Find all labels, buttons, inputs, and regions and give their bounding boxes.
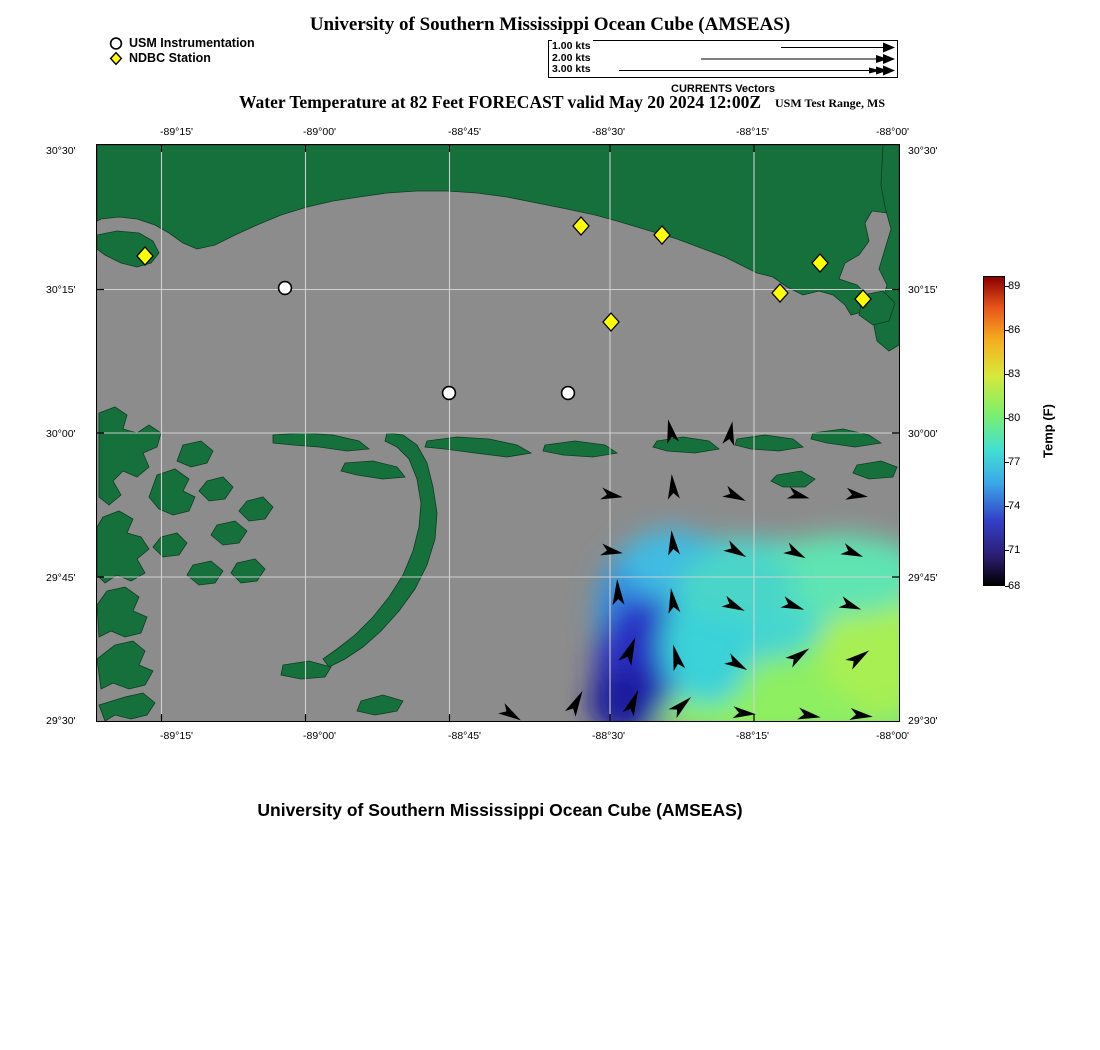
page-title: University of Southern Mississippi Ocean Cube (AMSEAS) [309, 14, 791, 35]
map-graphic [97, 145, 899, 721]
legend-label-usm: USM Instrumentation [129, 36, 255, 50]
x-tick-label-1-bottom: -89°15' [160, 730, 194, 742]
colorbar-tick-71: 71 [1008, 544, 1021, 556]
y-tick-label-bottom-left: 29°30' [46, 715, 76, 727]
y-tick-label-4-right: 29°45' [908, 572, 938, 584]
x-tick-label-4-bottom: -88°30' [592, 730, 626, 742]
legend-label-ndbc: NDBC Station [129, 51, 211, 65]
marker-legend [108, 36, 255, 66]
x-tick-label-2-bottom: -89°00' [303, 730, 337, 742]
map-layers [97, 145, 899, 721]
x-tick-label-2-top: -89°00' [303, 126, 337, 138]
temperature-colorbar [983, 276, 1005, 586]
x-tick-label-6-bottom: -88°00' [876, 730, 910, 742]
usm-instrument-marker [279, 282, 292, 295]
vector-key-label-2kt: 2.00 kts [552, 51, 591, 64]
x-tick-label-3-bottom: -88°45' [448, 730, 482, 742]
y-tick-label-bottom-right: 29°30' [908, 715, 938, 727]
y-tick-label-top-left: 30°30' [46, 145, 76, 157]
footer-title: University of Southern Mississippi Ocean Cube (AMSEAS) [257, 800, 743, 820]
map-canvas[interactable] [96, 144, 900, 722]
usm-instrument-marker [443, 387, 456, 400]
y-tick-label-2-left: 30°15' [46, 284, 76, 296]
y-tick-label-3-left: 30°00' [46, 428, 76, 440]
colorbar-tick-83: 83 [1008, 368, 1021, 380]
diamond-marker-icon [108, 51, 124, 66]
map-subtitle: Water Temperature at 82 Feet FORECAST valid May 20 2024 12:00Z [238, 92, 762, 112]
legend-item-ndbc [108, 51, 255, 66]
legend-item-usm [108, 36, 255, 51]
circle-marker-icon [108, 36, 124, 51]
usm-instrument-marker [562, 387, 575, 400]
y-tick-label-4-left: 29°45' [46, 572, 76, 584]
colorbar-tick-74: 74 [1008, 500, 1021, 512]
colorbar-tick-86: 86 [1008, 324, 1021, 336]
x-tick-label-5-top: -88°15' [736, 126, 770, 138]
currents-vector-key [548, 40, 898, 78]
y-tick-label-2-right: 30°15' [908, 284, 938, 296]
y-tick-label-top-right: 30°30' [908, 145, 938, 157]
x-tick-label-4-top: -88°30' [592, 126, 626, 138]
x-tick-label-5-bottom: -88°15' [736, 730, 770, 742]
test-range-label: USM Test Range, MS [775, 96, 886, 110]
x-tick-label-3-top: -88°45' [448, 126, 482, 138]
temperature-field [589, 529, 899, 721]
x-tick-label-1-top: -89°15' [160, 126, 194, 138]
x-tick-label-6-top: -88°00' [876, 126, 910, 138]
vector-key-label-1kt: 1.00 kts [552, 40, 591, 52]
colorbar-tick-89: 89 [1008, 280, 1021, 292]
vector-key-label-3kt: 3.00 kts [552, 63, 591, 75]
colorbar-title: Temp (F) [1040, 404, 1056, 458]
colorbar-tick-68: 68 [1008, 580, 1021, 592]
colorbar-tick-80: 80 [1008, 412, 1021, 424]
y-tick-label-3-right: 30°00' [908, 428, 938, 440]
colorbar-tick-77: 77 [1008, 456, 1021, 468]
vector-key-caption: CURRENTS Vectors [671, 83, 775, 95]
